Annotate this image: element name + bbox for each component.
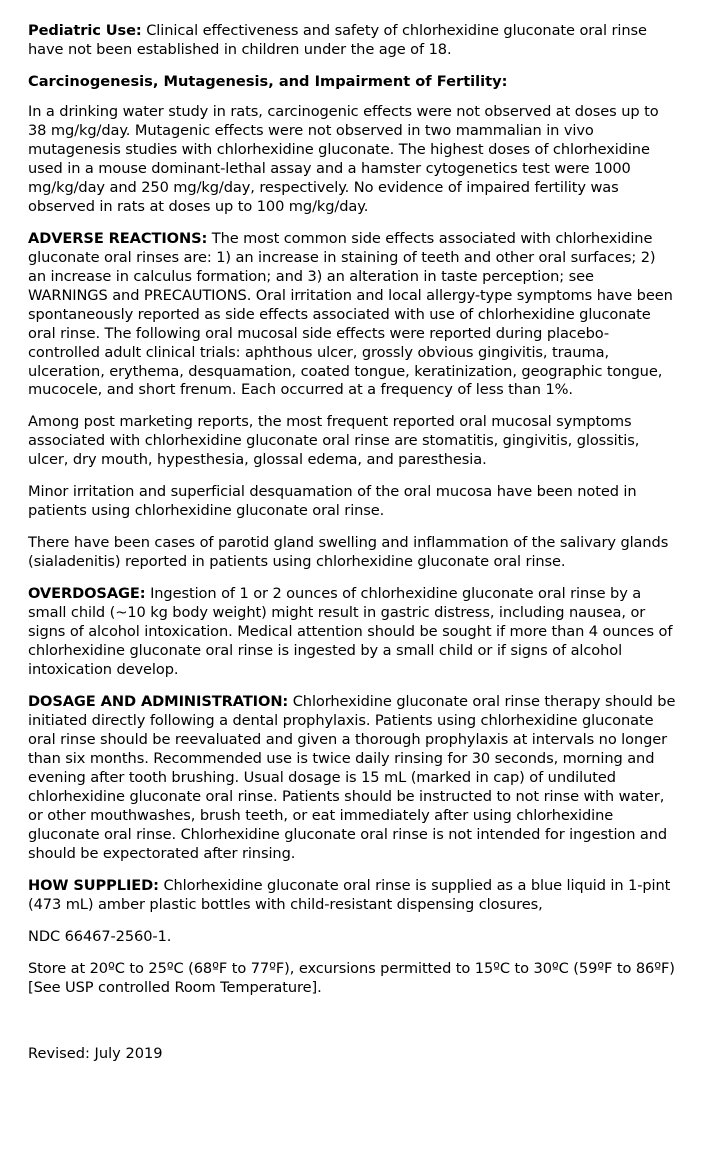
paragraph-lead: DOSAGE AND ADMINISTRATION: [28, 693, 289, 711]
paragraph-minor-irritation: Minor irritation and superficial desquamation of the oral mucosa have been noted in patients using chlorhexidine gluconate oral rinse. [28, 483, 637, 520]
paragraph-text: Chlorhexidine gluconate oral rinse is supplied as a blue liquid in 1-pint (473 mL) amber plastic bottles with child-resistant dispensing closures, [28, 876, 671, 913]
paragraph-parotid-gland: There have been cases of parotid gland swelling and inflammation of the salivary glands (sialadenitis) reported in patients using chlorhexidine gluconate oral rinse. [28, 534, 669, 571]
paragraph-text: Chlorhexidine gluconate oral rinse therapy should be initiated directly following a dental prophylaxis. Patients using chlorhexidine gluconate oral rinse should be reevaluated and given a thorough prophylaxis at intervals no longer than six months. Recommended use is twice daily rinsing for 30 seconds, morning and evening after tooth brushing. Usual dosage is 15 mL (marked in cap) of undiluted chlorhexidine gluconate oral rinse. Patients should be instructed to not rinse with water, or other mouthwashes, brush teeth, or eat immediately after using chlorhexidine gluconate oral rinse. Chlorhexidine gluconate oral rinse is not intended for ingestion and should be expectorated after rinsing. [28, 693, 676, 862]
paragraph-text: Clinical effectiveness and safety of chlorhexidine gluconate oral rinse have not been established in children under the age of 18. [28, 22, 647, 58]
paragraph-text: Ingestion of 1 or 2 ounces of chlorhexidine gluconate oral rinse by a small child (~10 kg body weight) might result in gastric distress, including nausea, or signs of alcohol intoxication. Medical attention should be sought if more than 4 ounces of chlorhexidine gluconate oral rinse is ingested by a small child or if signs of alcohol intoxication develop. [28, 585, 673, 679]
paragraph-lead: ADVERSE REACTIONS: [28, 229, 208, 247]
paragraph-overdosage [28, 585, 676, 680]
paragraph-pediatric-use [28, 22, 676, 60]
paragraph-lead: HOW SUPPLIED: [28, 876, 159, 894]
paragraph-storage: Store at 20ºC to 25ºC (68ºF to 77ºF), excursions permitted to 15ºC to 30ºC (59ºF to 86ºF) [See USP controlled Room Temperature]. [28, 959, 675, 996]
paragraph-text: The most common side effects associated with chlorhexidine gluconate oral rinses are: 1) an increase in staining of teeth and other oral surfaces; 2) an increase in calculus formation; and 3) an alteration in taste perception; see WARNINGS and PRECAUTIONS. Oral irritation and local allergy-type symptoms have been spontaneously reported as side effects associated with use of chlorhexidine gluconate oral rinse. The following oral mucosal side effects were reported during placebo-controlled adult clinical trials: aphthous ulcer, grossly obvious gingivitis, trauma, ulceration, erythema, desquamation, coated tongue, keratinization, geographic tongue, mucocele, and short frenum. Each occurred at a frequency of less than 1%. [28, 229, 673, 399]
paragraph-adverse-reactions [28, 230, 676, 401]
paragraph-dosage-administration [28, 693, 676, 864]
paragraph-post-marketing: Among post marketing reports, the most frequent reported oral mucosal symptoms associated with chlorhexidine gluconate oral rinse are stomatitis, gingivitis, glossitis, ulcer, dry mouth, hypesthesia, glossal edema, and paresthesia. [28, 413, 640, 469]
revised-date: Revised: July 2019 [28, 1044, 163, 1062]
section-heading-carcinogenesis: Carcinogenesis, Mutagenesis, and Impairment of Fertility: [28, 72, 508, 90]
bottom-spacer [28, 1011, 676, 1045]
paragraph-lead: Pediatric Use: [28, 22, 142, 39]
paragraph-carcinogenesis-body: In a drinking water study in rats, carcinogenic effects were not observed at doses up to 38 mg/kg/day. Mutagenic effects were not observed in two mammalian in vivo mutagenesis studies with chlorhexidine gluconate. The highest doses of chlorhexidine used in a mouse dominant-lethal assay and a hamster cytogenetics test were 1000 mg/kg/day and 250 mg/kg/day, respectively. No evidence of impaired fertility was observed in rats at doses up to 100 mg/kg/day. [28, 102, 659, 215]
paragraph-ndc-number: NDC 66467-2560-1. [28, 927, 172, 945]
paragraph-how-supplied [28, 877, 676, 915]
paragraph-lead: OVERDOSAGE: [28, 585, 146, 603]
